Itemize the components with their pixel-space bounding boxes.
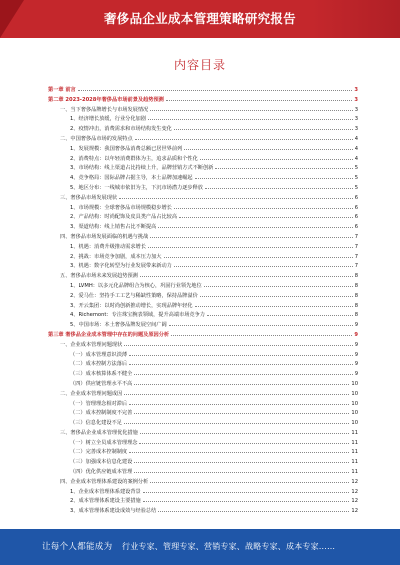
toc-entry[interactable] [48, 193, 358, 203]
toc-entry-page: 7 [354, 243, 358, 250]
toc-entry[interactable] [48, 418, 358, 428]
toc-entry-title: 二、中国奢侈品市场的发展特点 [60, 135, 133, 142]
toc-entry-title: 三、奢侈品市场发展现状 [60, 194, 118, 201]
toc-entry-page: 3 [354, 116, 358, 123]
toc-entry-page: 10 [351, 420, 358, 427]
toc-entry-title: 4、Richemont：专注珠宝腕表领域，提升高端市场竞争力 [70, 312, 205, 319]
toc-entry-title: 5、中国市场：本土奢侈品牌发展空间广阔 [70, 322, 167, 329]
toc-entry-page: 9 [354, 322, 358, 329]
toc-entry-page: 3 [354, 126, 358, 133]
toc-entry-page: 12 [351, 478, 358, 485]
toc-entry[interactable] [48, 369, 358, 379]
toc-entry-page: 8 [354, 292, 358, 299]
toc-leader-dots [134, 457, 349, 463]
toc-entry[interactable] [48, 408, 358, 418]
toc-entry-title: （二）成本控制制度不完善 [70, 410, 133, 417]
toc-entry[interactable] [48, 114, 358, 124]
toc-entry-page: 7 [354, 253, 358, 260]
toc-entry-title: （二）完善成本控制制度 [70, 449, 128, 456]
toc-entry[interactable] [48, 467, 358, 477]
toc-entry-page: 9 [354, 351, 358, 358]
toc-leader-dots [204, 281, 353, 287]
toc-entry[interactable] [48, 320, 358, 330]
toc-leader-dots [215, 163, 352, 169]
toc-entry[interactable] [48, 281, 358, 291]
toc-entry[interactable] [48, 242, 358, 252]
toc-entry-page: 3 [354, 106, 358, 113]
toc-leader-dots [166, 95, 353, 101]
toc-entry-page: 10 [351, 380, 358, 387]
toc-entry-title: 3、市场结构：线上渠道占比持续上升，品牌营销方式不断创新 [70, 165, 214, 172]
toc-entry-title: 3、成本管理体系建设成效与经验总结 [70, 508, 157, 515]
toc-entry[interactable] [48, 447, 358, 457]
toc-entry-page: 11 [351, 459, 358, 466]
toc-leader-dots [134, 379, 349, 385]
toc-entry-page: 11 [351, 429, 358, 436]
toc-leader-dots [78, 85, 353, 91]
toc-entry[interactable] [48, 379, 358, 389]
toc-leader-dots [135, 134, 353, 140]
toc-leader-dots [148, 242, 353, 248]
toc-entry[interactable] [48, 95, 358, 105]
toc-entry-page: 5 [354, 184, 358, 191]
toc-entry-title: 二、企业成本管理问题成因 [60, 390, 123, 397]
toc-leader-dots [200, 291, 353, 297]
toc-entry-title: 2、挑战：市场竞争加剧，成本压力加大 [70, 253, 162, 260]
toc-entry[interactable] [48, 222, 358, 232]
toc-entry-title: 五、奢侈品市场未来发展趋势预测 [60, 273, 138, 280]
toc-leader-dots [150, 477, 349, 483]
toc-leader-dots [150, 105, 352, 111]
toc-leader-dots [174, 261, 353, 267]
toc-entry[interactable] [48, 105, 358, 115]
toc-entry-title: 4、竞争格局：国际品牌占据主导，本土品牌加速崛起 [70, 175, 193, 182]
toc-leader-dots [139, 438, 349, 444]
toc-entry-page: 12 [351, 508, 358, 515]
toc-entry-page: 10 [351, 400, 358, 407]
toc-entry-title: （四）优化供应链成本管理 [70, 469, 133, 476]
toc-leader-dots [150, 232, 352, 238]
toc-entry[interactable] [48, 350, 358, 360]
toc-leader-dots [124, 389, 349, 395]
report-title: 奢侈品企业成本管理策略研究报告 [103, 11, 296, 26]
toc-entry[interactable] [48, 183, 358, 193]
toc-entry-page: 11 [351, 469, 358, 476]
toc-entry[interactable] [48, 134, 358, 144]
toc-entry-title: （一）树立全员成本管理理念 [70, 439, 138, 446]
toc-entry[interactable] [48, 399, 358, 409]
toc-entry[interactable] [48, 457, 358, 467]
toc-leader-dots [205, 183, 353, 189]
toc-leader-dots [164, 252, 353, 258]
toc-entry[interactable] [48, 261, 358, 271]
toc-entry[interactable] [48, 359, 358, 369]
toc-leader-dots [129, 447, 349, 453]
toc-entry-title: 一、当下奢侈品牌增长与市场发展情况 [60, 106, 149, 113]
toc-entry[interactable] [48, 173, 358, 183]
toc-entry[interactable] [48, 428, 358, 438]
toc-leader-dots [195, 301, 353, 307]
toc-entry-title: 2、消费特点：以年轻消费群体为主，追求品质和个性化 [70, 155, 198, 162]
toc-entry-title: （二）成本控制方法落后 [70, 361, 128, 368]
toc-entry-title: 四、奢侈品市场发展面临的机遇与挑战 [60, 233, 149, 240]
toc-entry-page: 8 [354, 273, 358, 280]
header-bar [0, 0, 400, 38]
toc-entry[interactable] [48, 496, 358, 506]
toc-entry[interactable] [48, 154, 358, 164]
toc-leader-dots [140, 271, 353, 277]
toc-entry-page: 6 [354, 224, 358, 231]
toc-entry-page: 5 [354, 175, 358, 182]
toc-entry-page: 4 [354, 155, 358, 162]
toc-entry-page: 11 [351, 449, 358, 456]
toc-leader-dots [134, 369, 352, 375]
toc-entry[interactable] [48, 124, 358, 134]
toc-entry-page: 10 [351, 410, 358, 417]
toc-entry-title: 1、LVMH：以多元化品牌组合为核心，巩固行业领先地位 [70, 282, 202, 289]
toc-entry-title: 3、开云集团：以时尚创新推动增长，实现品牌年轻化 [70, 302, 193, 309]
toc-entry[interactable] [48, 232, 358, 242]
toc-entry[interactable] [48, 85, 358, 95]
toc-entry[interactable] [48, 389, 358, 399]
footer-slogan: 让每个人都能成为 [42, 542, 113, 552]
toc-leader-dots [174, 203, 353, 209]
toc-entry-title: 3、渠道结构：线上销售占比不断提高 [70, 224, 157, 231]
toc-entry-title: 一、企业成本管理问题现状 [60, 341, 123, 348]
toc-entry[interactable] [48, 291, 358, 301]
toc-entry-page: 6 [354, 214, 358, 221]
toc-entry-title: 第二章 2023-2028年奢侈品市场前景及趋势预测 [48, 96, 164, 103]
toc-entry-title: 2、产品结构：时尚配饰及皮具类产品占比较高 [70, 214, 178, 221]
toc-leader-dots [143, 487, 350, 493]
toc-entry-page: 9 [354, 371, 358, 378]
toc-entry-title: 1、机遇：消费升级推动需求增长 [70, 243, 146, 250]
toc-entry-page: 4 [354, 135, 358, 142]
toc-entry-title: （一）成本管理意识淡薄 [70, 351, 128, 358]
footer-bar [0, 529, 400, 565]
toc-entry-page: 3 [354, 87, 358, 93]
toc-entry-title: 2、爱马仕：坚持手工工艺与稀缺性策略，保持品牌溢价 [70, 292, 198, 299]
toc-leader-dots [124, 340, 352, 346]
toc-leader-dots [143, 496, 350, 502]
toc-leader-dots [134, 408, 349, 414]
toc-entry-title: 1、企业成本管理体系建设背景 [70, 488, 141, 495]
toc-leader-dots [129, 350, 353, 356]
toc-entry[interactable] [48, 301, 358, 311]
toc-entry[interactable] [48, 163, 358, 173]
toc-entry-title: 四、企业成本管理体系建设的案例分析 [60, 478, 149, 485]
toc-entry-title: 2、疫情冲击，消费需求和市场结构发生变化 [70, 126, 172, 133]
footer-experts: 行业专家、管理专家、营销专家、战略专家、成本专家…… [122, 542, 336, 551]
toc-leader-dots [207, 310, 353, 316]
toc-leader-dots [200, 154, 353, 160]
toc-leader-dots [184, 144, 352, 150]
toc-leader-dots [179, 212, 353, 218]
toc-leader-dots [195, 173, 353, 179]
toc-entry-title: 第三章 奢侈品企业成本管理中存在的问题及原因分析 [48, 331, 170, 338]
toc-entry-page: 4 [354, 145, 358, 152]
toc-entry-title: （三）成本核算体系不健全 [70, 371, 133, 378]
toc-leader-dots [134, 467, 349, 473]
toc-entry-page: 10 [351, 390, 358, 397]
toc-entry[interactable] [48, 438, 358, 448]
toc-entry[interactable] [48, 271, 358, 281]
toc-entry-page: 12 [351, 488, 358, 495]
toc-entry-title: 3、机遇：数字化转型为行业发展带来新动力 [70, 263, 172, 270]
toc-entry-title: 1、市场规模：全球奢侈品市场规模稳步增长 [70, 204, 172, 211]
toc-entry-page: 8 [354, 282, 358, 289]
toc-entry-title: 5、地区分布：一线城市依旧为主，下沉市场潜力逐步释放 [70, 184, 203, 191]
toc-entry[interactable] [48, 487, 358, 497]
toc-entry-title: 2、成本管理体系建设主要措施 [70, 498, 141, 505]
toc-entry-page: 11 [351, 439, 358, 446]
toc-entry-page: 7 [354, 263, 358, 270]
toc-entry[interactable] [48, 340, 358, 350]
toc-entry-page: 12 [351, 498, 358, 505]
toc-entry-page: 9 [354, 341, 358, 348]
toc-entry-page: 8 [354, 312, 358, 319]
toc-leader-dots [119, 193, 353, 199]
toc-entry[interactable] [48, 477, 358, 487]
toc-leader-dots [158, 222, 352, 228]
toc-entry[interactable] [48, 310, 358, 320]
toc-leader-dots [140, 428, 350, 434]
toc-entry-page: 3 [354, 96, 358, 103]
toc-entry-title: 三、奢侈品企业成本管理优化措施 [60, 429, 138, 436]
toc-entry-title: 1、发展规模：我国奢侈品消费总额已居世界前列 [70, 145, 183, 152]
toc-entry[interactable] [48, 144, 358, 154]
toc-leader-dots [174, 124, 353, 130]
toc-entry-page: 6 [354, 194, 358, 201]
toc-entry[interactable] [48, 203, 358, 213]
toc-entry-title: （四）供应链管理水平不高 [70, 380, 133, 387]
toc-entry[interactable] [48, 212, 358, 222]
toc-entry[interactable] [48, 506, 358, 516]
toc-entry-title: 第一章 前言 [48, 87, 76, 93]
toc-entry-page: 9 [354, 361, 358, 368]
toc-leader-dots [148, 114, 353, 120]
toc-leader-dots [158, 506, 349, 512]
toc-entry-page: 8 [354, 302, 358, 309]
toc-leader-dots [129, 359, 353, 365]
toc-entry[interactable] [48, 252, 358, 262]
toc-entry-title: （三）加强成本信息化建设 [70, 459, 133, 466]
toc-entry-page: 5 [354, 165, 358, 172]
toc-entry-page: 6 [354, 204, 358, 211]
toc-leader-dots [129, 399, 349, 405]
toc-entry-title: （一）管理理念相对滞后 [70, 400, 128, 407]
toc-leader-dots [124, 418, 350, 424]
toc-entry-title: （三）信息化建设不足 [70, 420, 122, 427]
toc-entry-page: 7 [354, 233, 358, 240]
toc-leader-dots [169, 320, 353, 326]
table-of-contents [48, 85, 358, 516]
toc-entry[interactable] [48, 330, 358, 340]
toc-leader-dots [171, 330, 352, 336]
toc-entry-title: 1、经济增长放缓，行业分化加剧 [70, 116, 146, 123]
toc-entry-page: 9 [354, 331, 358, 338]
toc-heading: 内容目录 [173, 58, 226, 72]
